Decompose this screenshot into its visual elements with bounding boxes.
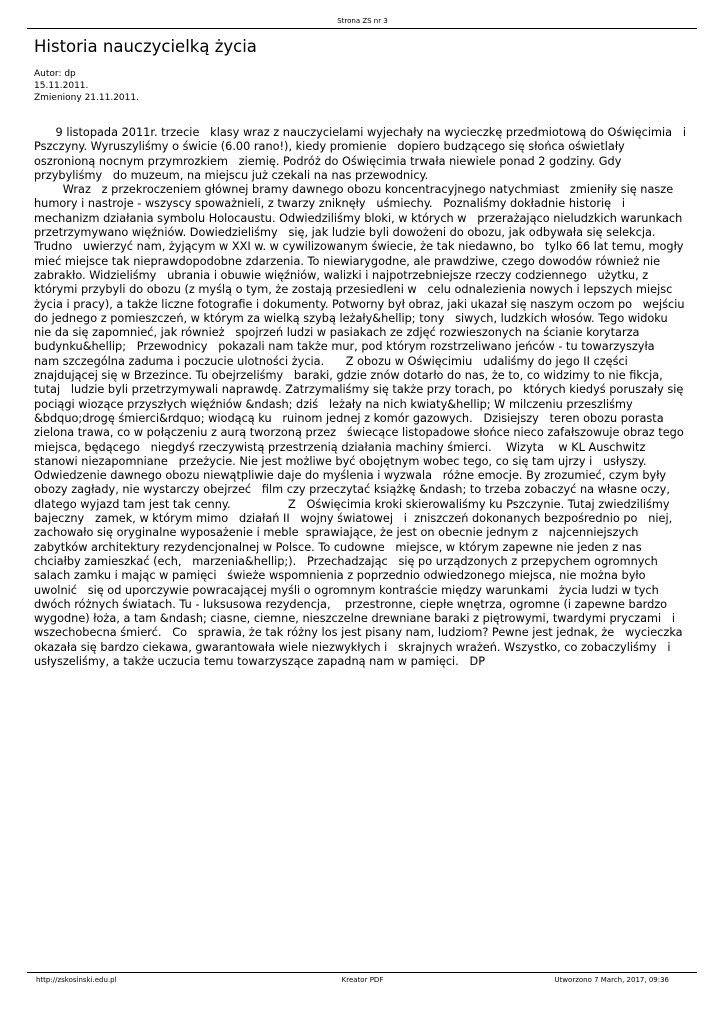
header-divider	[27, 28, 697, 29]
article-title: Historia nauczycielką życia	[34, 37, 257, 56]
footer-url[interactable]: http://zskosinski.edu.pl	[36, 976, 117, 984]
article-paragraph-2: Wraz z przekroczeniem głównej bramy dawnego obozu koncentracyjnego natychmiast zmieniły się nasze humory i nastroje - wszyscy spoważnieli, z twarzy zniknęły uśmiechy. Poznaliśmy dokładnie historię i mechanizm działania symbolu Holocaustu. Odwiedziliśmy bloki, w których w przerażająco nieludzkich warunkach przetrzymywano więźniów. Dowiedzieliśmy się, jak ludzie byli dowożeni do obozu, jak odbywała się selekcja. Trudno uwierzyć nam, żyjącym w XXI w. w cywilizowanym świecie, że tak niedawno, bo tylko 66 lat temu, mogły mieć miejsce tak nieprawdopodobne zdarzenia. To niewiarygodne, ale prawdziwe, czego dowodów również nie zabrakło. Widzieliśmy ubrania i obuwie więźniów, walizki i najpotrzebniejsze rzeczy codziennego użytku, z którymi przybyli do obozu (z myślą o tym, że zostają przesiedleni w celu odnalezienia nowych i lepszych miejsc życia i pracy), a także liczne fotografie i dokumenty. Potworny był obraz, jaki ukazał się naszym oczom po wejściu do jednego z pomieszczeń, w którym za wielką szybą leżały&hellip; tony siwych, ludzkich włosów. Tego widoku nie da się zapomnieć, jak również spojrzeń ludzi w pasiakach ze zdjęć rozwieszonych na ścianie korytarza budynku&hellip; Przewodnicy pokazali nam także mur, pod którym rozstrzeliwano jeńców - tu towarzyszyła nam szczególna zaduma i poczucie ulotności życia. Z obozu w Oświęcimiu udaliśmy do jego II części znajdującej się w Brzezince. Tu obejrzeliśmy baraki, gdzie znów dotarło do nas, że to, co widzimy to nie fikcja, tutaj ludzie byli przetrzymywali naprawdę. Zatrzymaliśmy się także przy torach, po których kiedyś poruszały się pociągi wiozące przyszłych więźniów &ndash; dziś leżały na nich kwiaty&hellip; W milczeniu przeszliśmy &bdquo;drogę śmierci&rdquo; wiodącą ku ruinom jednej z komór gazowych. Dzisiejszy teren obozu porasta zielona trawa, co w połączeniu z aurą tworzoną przez świecące listopadowe słońce nieco zafałszowuje obraz tego miejsca, będącego niegdyś rzeczywistą przestrzenią działania machiny śmierci. Wizyta w KL Auschwitz stanowi niezapomniane przeżycie. Nie jest możliwe być obojętnym wobec tego, co się tam ujrzy i usłyszy. Odwiedzenie dawnego obozu niewątpliwie daje do myślenia i wyzwala różne emocje. By zrozumieć, czym były obozy zagłady, nie wystarczy obejrzeć film czy przeczytać książkę &ndash; to trzeba zobaczyć na własne oczy, dlatego wyjazd tam jest tak cenny. Z Oświęcimia kroki skierowaliśmy ku Pszczynie. Tutaj zwiedziliśmy bajeczny zamek, w którym mimo działań II wojny światowej i zniszczeń dokonanych bezpośrednio po niej, zachowało się oryginalne wyposażenie i meble sprawiające, że jest on obecnie jednym z najcenniejszych zabytków architektury rezydencjonalnej w Polsce. To cudowne miejsce, w którym zapewne nie jeden z nas chciałby zamieszkać (ech, marzenia&hellip;). Przechadzając się po urządzonych z przepychem ogromnych salach zamku i mając w pamięci świeże wspomnienia z poprzednio odwiedzonego miejsca, nie można było uwolnić się od uporczywie powracającej myśli o ogromnym kontraście między warunkami życia ludzi w tych dwóch różnych światach. Tu - luksusowa rezydencja, przestronne, ciepłe wnętrza, ogromne (i zapewne bardzo wygodne) łoża, a tam &ndash; ciasne, ciemne, nieszczelne drewniane baraki z piętrowymi, twardymi pryczami i wszechobecna śmierć. Co sprawia, że tak różny los jest pisany nam, ludziom? Pewne jest jednak, że wycieczka okazała się bardzo ciekawa, gwarantowała wiele niezwykłych i skrajnych wrażeń. Wszystko, co zobaczyliśmy i usłyszeliśmy, a także uczucia temu towarzyszące zapadną nam w pamięci. DP	[34, 183, 689, 668]
footer-divider	[27, 972, 697, 973]
article-date-modified: Zmieniony 21.11.2011.	[34, 93, 139, 103]
article-author: Autor: dp	[34, 69, 76, 79]
article-date-created: 15.11.2011.	[34, 81, 89, 91]
footer-created: Utworzono 7 March, 2017, 09:36	[554, 976, 669, 984]
article-meta	[34, 68, 139, 104]
page-header-label: Strona ZS nr 3	[337, 17, 388, 25]
footer-generator: Kreator PDF	[341, 976, 384, 984]
article-body	[34, 126, 690, 669]
article-paragraph-1: 9 listopada 2011r. trzecie klasy wraz z nauczycielami wyjechały na wycieczkę przedmiotową do Oświęcimia i Pszczyny. Wyruszyliśmy o świcie (6.00 rano!), kiedy promienie dopiero budzącego się słońca oświetlały oszronioną nocnym przymrozkiem ziemię. Podróż do Oświęcimia trwała niewiele ponad 2 godziny. Gdy przybyliśmy do muzeum, na miejscu już czekali na nas przewodnicy.	[34, 126, 690, 182]
